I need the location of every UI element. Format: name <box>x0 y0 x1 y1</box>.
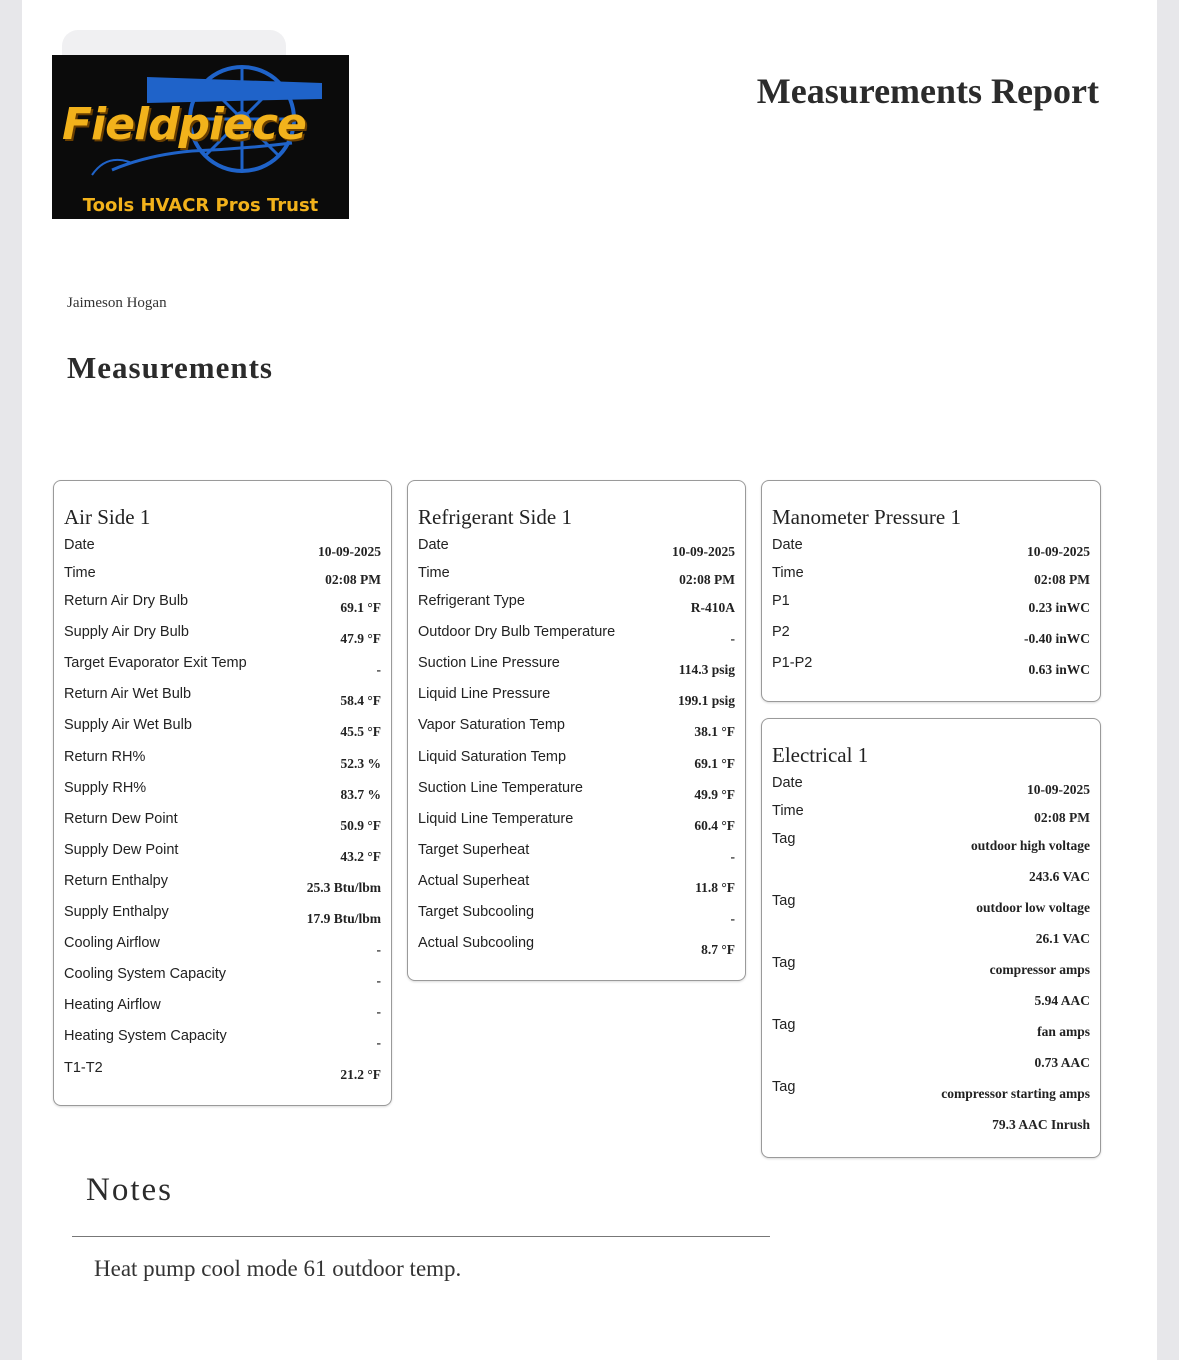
measurement-value: - <box>376 942 381 958</box>
measurement-value: 43.2 °F <box>340 848 381 864</box>
measurement-row <box>64 811 381 841</box>
measurement-value: 10-09-2025 <box>672 544 735 559</box>
fieldpiece-logo <box>52 55 349 219</box>
measurement-label: Supply Air Dry Bulb <box>64 624 189 641</box>
measurement-row <box>418 873 735 903</box>
measurement-row <box>64 935 381 965</box>
notes-heading: Notes <box>86 1172 173 1208</box>
card-title: Manometer Pressure 1 <box>772 505 961 529</box>
measurement-value: 02:08 PM <box>1034 810 1090 825</box>
measurement-value: 17.9 Btu/lbm <box>306 911 381 926</box>
manometer-card <box>761 480 1101 702</box>
measurement-row <box>772 893 1090 946</box>
measurement-row <box>772 1079 1090 1132</box>
measurement-label: Heating System Capacity <box>64 1028 227 1045</box>
measurement-label: Date <box>772 537 803 553</box>
measurement-row <box>418 842 735 872</box>
measurement-label: Target Evaporator Exit Temp <box>64 655 247 672</box>
measurement-row <box>772 655 1090 685</box>
measurement-value: 11.8 °F <box>695 879 735 895</box>
measurement-value: 69.1 °F <box>694 755 735 771</box>
measurement-row <box>64 565 381 595</box>
measurement-value: 199.1 psig <box>677 693 735 709</box>
measurement-value: 02:08 PM <box>679 572 735 587</box>
measurement-label: P1 <box>772 593 790 609</box>
measurement-label: Cooling Airflow <box>64 935 160 952</box>
measurement-value: - <box>376 973 381 989</box>
measurement-row <box>418 904 735 934</box>
measurement-row <box>418 593 735 623</box>
measurement-label: Refrigerant Type <box>418 593 525 609</box>
refrigerant-side-card <box>407 480 746 981</box>
measurement-row <box>64 686 381 716</box>
measurement-row <box>64 842 381 872</box>
electrical-card <box>761 718 1101 1158</box>
measurement-label: Time <box>772 803 804 819</box>
measurement-value: 50.9 °F <box>340 817 381 833</box>
measurement-value: 10-09-2025 <box>1027 782 1090 797</box>
measurement-value: 10-09-2025 <box>1027 544 1090 559</box>
measurement-row <box>64 655 381 685</box>
measurement-label: P2 <box>772 624 790 641</box>
measurement-label: Target Superheat <box>418 841 530 858</box>
measurement-row <box>418 686 735 716</box>
measurement-label: Date <box>418 537 449 553</box>
measurement-row <box>418 935 735 965</box>
measurement-label: Vapor Saturation Temp <box>418 717 565 734</box>
measurement-label: Liquid Line Temperature <box>418 810 574 827</box>
measurement-value: - <box>730 911 735 926</box>
measurement-label: Time <box>418 565 450 581</box>
measurement-row <box>418 717 735 747</box>
card-title: Air Side 1 <box>64 505 151 529</box>
measurement-value: outdoor high voltage <box>970 838 1090 853</box>
measurement-label: Supply Enthalpy <box>64 904 169 920</box>
measurement-value: 0.23 inWC <box>1028 600 1090 615</box>
measurement-value: 60.4 °F <box>694 817 735 833</box>
measurement-label: Supply RH% <box>64 779 147 796</box>
measurement-value: fan amps <box>1037 1024 1090 1039</box>
measurement-value: 38.1 °F <box>694 724 735 740</box>
measurement-label: Return Dew Point <box>64 810 178 827</box>
measurement-value: 45.5 °F <box>340 724 381 740</box>
measurement-value: 49.9 °F <box>694 786 735 802</box>
measurement-label: Outdoor Dry Bulb Temperature <box>418 624 616 641</box>
measurement-row <box>772 955 1090 1008</box>
measurement-label: Tag <box>772 1017 796 1033</box>
notes-text: Heat pump cool mode 61 outdoor temp. <box>94 1256 462 1281</box>
card-title: Electrical 1 <box>772 743 869 767</box>
measurement-value: 47.9 °F <box>340 631 381 647</box>
measurement-label: Return Air Wet Bulb <box>64 686 192 703</box>
measurement-label: Suction Line Pressure <box>418 655 560 672</box>
measurement-label: Tag <box>772 893 796 909</box>
measurement-label: Tag <box>772 955 796 971</box>
measurement-row <box>64 1060 381 1090</box>
logo-wordmark: Fieldpiece <box>62 99 306 150</box>
measurement-row <box>64 1028 381 1058</box>
measurement-reading: 26.1 VAC <box>1035 931 1090 946</box>
measurement-label: Actual Superheat <box>418 872 530 889</box>
measurement-value: 69.1 °F <box>340 600 381 615</box>
measurement-value: - <box>376 1004 381 1020</box>
measurement-row <box>64 749 381 779</box>
measurement-reading: 5.94 AAC <box>1034 993 1090 1008</box>
report-title: Measurements Report <box>756 71 1099 111</box>
measurement-row <box>64 873 381 903</box>
measurement-value: - <box>730 631 735 647</box>
technician-name: Jaimeson Hogan <box>67 295 167 311</box>
measurement-row <box>772 1017 1090 1070</box>
measurement-label: Heating Airflow <box>64 997 161 1014</box>
measurement-label: T1-T2 <box>64 1059 103 1076</box>
air-side-card <box>53 480 392 1106</box>
measurement-row <box>64 717 381 747</box>
logo-tagline: Tools HVACR Pros Trust <box>82 195 319 216</box>
measurement-label: Return Enthalpy <box>64 872 168 889</box>
measurement-value: 25.3 Btu/lbm <box>306 879 381 895</box>
measurement-label: Time <box>64 565 96 581</box>
measurement-row <box>64 780 381 810</box>
measurement-row <box>64 537 381 567</box>
measurement-row <box>418 537 735 567</box>
measurement-label: Return RH% <box>64 748 146 765</box>
measurement-row <box>64 997 381 1027</box>
measurement-value: 10-09-2025 <box>318 544 381 559</box>
measurement-label: Liquid Line Pressure <box>418 686 551 703</box>
measurement-value: 21.2 °F <box>340 1066 381 1082</box>
measurement-value: 83.7 % <box>340 786 381 802</box>
measurement-row <box>418 624 735 654</box>
measurement-label: Tag <box>772 831 796 847</box>
measurement-reading: 243.6 VAC <box>1028 869 1090 884</box>
measurement-value: 58.4 °F <box>340 693 381 709</box>
measurement-value: R-410A <box>690 600 735 615</box>
measurement-value: 114.3 psig <box>678 662 735 678</box>
measurement-label: Actual Subcooling <box>418 935 535 952</box>
measurement-label: Liquid Saturation Temp <box>418 748 567 765</box>
measurement-reading: 0.73 AAC <box>1034 1055 1090 1070</box>
measurement-label: Suction Line Temperature <box>418 779 583 796</box>
measurements-heading: Measurements <box>67 350 273 385</box>
measurement-row <box>772 831 1090 884</box>
measurement-label: Tag <box>772 1079 796 1095</box>
measurement-value: 52.3 % <box>340 755 381 771</box>
measurement-value: 0.63 inWC <box>1028 662 1090 678</box>
measurement-row <box>64 904 381 934</box>
measurement-row <box>64 624 381 654</box>
measurement-value: 8.7 °F <box>701 942 735 958</box>
measurement-value: compressor starting amps <box>941 1086 1090 1101</box>
measurement-reading: 79.3 AAC Inrush <box>992 1117 1090 1132</box>
measurement-label: Date <box>772 775 803 791</box>
measurement-value: outdoor low voltage <box>976 900 1090 915</box>
measurement-row <box>772 624 1090 654</box>
measurement-label: Return Air Dry Bulb <box>64 593 189 609</box>
measurement-row <box>64 966 381 996</box>
measurement-row <box>64 593 381 623</box>
measurement-label: Date <box>64 537 95 553</box>
measurement-label: Supply Dew Point <box>64 841 179 858</box>
notes-divider <box>72 1236 770 1237</box>
measurement-row <box>418 749 735 779</box>
measurement-row <box>772 775 1090 805</box>
measurement-row <box>772 537 1090 567</box>
measurement-label: Cooling System Capacity <box>64 966 226 983</box>
measurement-row <box>418 655 735 685</box>
measurement-label: P1-P2 <box>772 655 813 672</box>
measurement-row <box>772 593 1090 623</box>
measurement-label: Supply Air Wet Bulb <box>64 717 192 734</box>
measurement-value: 02:08 PM <box>325 572 381 587</box>
measurement-label: Time <box>772 565 804 581</box>
measurement-row <box>772 803 1090 833</box>
measurement-value: compressor amps <box>989 962 1090 977</box>
measurement-row <box>418 780 735 810</box>
measurement-label: Target Subcooling <box>418 904 535 920</box>
measurement-row <box>772 565 1090 595</box>
measurement-value: - <box>730 848 735 864</box>
measurement-row <box>418 811 735 841</box>
measurement-value: 02:08 PM <box>1034 572 1090 587</box>
measurement-value: - <box>376 662 381 678</box>
measurement-row <box>418 565 735 595</box>
measurement-value: -0.40 inWC <box>1023 631 1090 647</box>
measurement-value: - <box>376 1035 381 1051</box>
card-title: Refrigerant Side 1 <box>418 505 572 529</box>
